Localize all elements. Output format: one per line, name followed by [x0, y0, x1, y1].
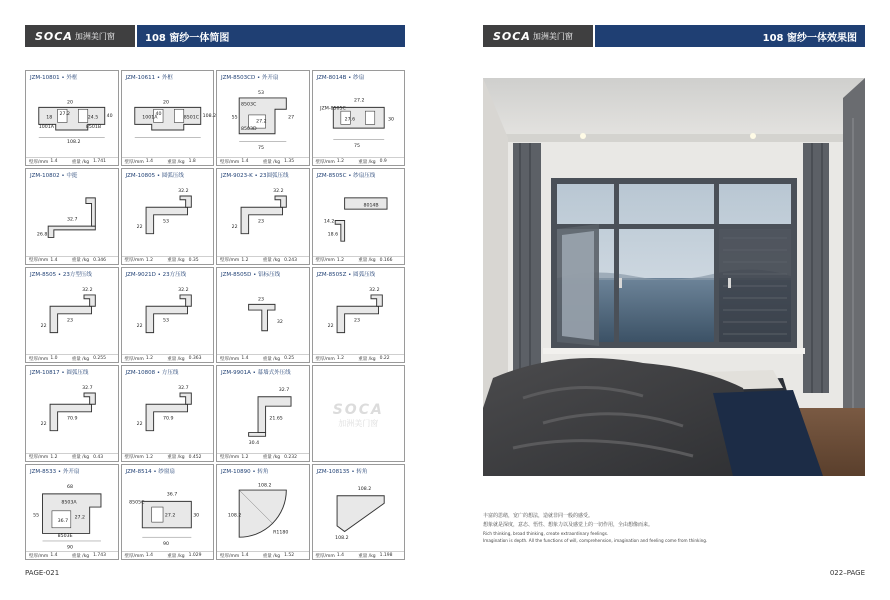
dimension-label: 27.2: [74, 514, 86, 520]
profile-code: JZM-8533 • 外开扇: [30, 468, 80, 475]
profile-code: JZM-8505C • 纱扇压线: [316, 173, 376, 180]
dimension-label: 30: [192, 513, 199, 519]
profile-spec-row: [217, 256, 309, 264]
weight-label: 重量 /kg: [71, 159, 90, 165]
dimension-label: 22: [136, 225, 143, 231]
wall-label: 壁厚/mm: [124, 553, 144, 559]
weight-label: 重量 /kg: [358, 553, 376, 559]
profile-code: JZM-10801 • 外框: [30, 75, 78, 81]
profile-card: [121, 464, 215, 560]
wall-label: 壁厚/mm: [315, 159, 335, 165]
dimension-label: 90: [67, 545, 74, 551]
profile-weight: 0.9: [379, 159, 387, 165]
profile-spec-row: [26, 256, 118, 264]
profile-card: [25, 267, 119, 363]
wall-thickness: 1.2: [336, 356, 345, 362]
photo-caption: [483, 512, 783, 544]
dimension-label: 108.2: [67, 140, 81, 146]
profile-drawing: [28, 81, 116, 156]
dimension-label: 27.2: [353, 98, 365, 104]
profile-weight: 0.22: [379, 356, 390, 362]
weight-label: 重量 /kg: [167, 553, 185, 559]
profile-spec-row: [313, 354, 405, 362]
profile-code: JZM-9901A • 幕墙式外压线: [221, 370, 291, 377]
profile-spec-row: [122, 551, 214, 559]
page-title: 108 窗纱一体效果图: [762, 32, 857, 44]
dimension-label: 30.4: [248, 441, 260, 447]
dimension-label: 36.7: [166, 492, 177, 498]
wall-label: 壁厚/mm: [29, 356, 49, 362]
profile-drawing: [124, 376, 212, 451]
wall-thickness: 1.2: [241, 257, 249, 263]
dimension-label: 18: [46, 115, 53, 121]
weight-label: 重量 /kg: [262, 258, 281, 264]
profile-code: JZM-10805 • 圆弧压线: [125, 173, 184, 180]
profile-section-svg: [315, 179, 403, 254]
dimension-label: 23: [67, 318, 74, 324]
dimension-label: 108.2: [202, 113, 216, 119]
dimension-label: 32.2: [82, 287, 93, 293]
brand-logo: [483, 25, 593, 47]
bedroom-window-photo: [483, 78, 865, 476]
page-title-bar: [137, 25, 405, 47]
weight-label: 重量 /kg: [358, 258, 376, 264]
dimension-label: 27.2: [164, 513, 175, 519]
profile-card: [216, 70, 310, 166]
weight-label: 重量 /kg: [262, 553, 281, 559]
dimension-label: 55: [231, 115, 238, 121]
profile-code: JZM-8505Z • 圆弧压线: [316, 271, 376, 278]
profile-drawing: [315, 475, 403, 550]
wall-label: 壁厚/mm: [124, 159, 144, 165]
profile-weight: 0.243: [284, 257, 298, 263]
wall-thickness: 1.2: [145, 356, 154, 362]
profile-card: [216, 365, 310, 461]
weight-label: 重量 /kg: [167, 356, 185, 362]
wall-label: 壁厚/mm: [29, 553, 49, 559]
weight-label: 重量 /kg: [167, 455, 185, 461]
brand-name: SOCA: [35, 29, 73, 43]
profile-section-svg: [219, 81, 307, 156]
profile-weight: 1.741: [93, 159, 107, 165]
profile-card: [25, 365, 119, 461]
caption-line: Imagination is depth. All the functions of will, comprehension, imagination and feeling come from thinking.: [483, 538, 708, 543]
dimension-label: 22: [136, 323, 143, 329]
weight-label: 重量 /kg: [167, 159, 185, 165]
wall-thickness: 1.2: [241, 454, 249, 460]
caption-line: 想象就是深度，意态、悟性、想象力以及感觉上的一切作用，全由想像而来。: [483, 522, 654, 528]
wall-thickness: 1.4: [336, 553, 345, 558]
dimension-label: R1180: [273, 530, 289, 536]
dimension-label: 20: [162, 100, 169, 106]
dimension-label: 108.2: [357, 486, 371, 492]
profile-section-svg: [219, 376, 307, 451]
profile-code: JZM-10802 • 中挺: [30, 173, 78, 180]
wall-label: 壁厚/mm: [29, 159, 49, 165]
profile-spec-row: [122, 256, 214, 264]
wall-label: 壁厚/mm: [124, 258, 144, 264]
wall-label: 壁厚/mm: [29, 258, 49, 264]
dimension-label: 8014B: [362, 203, 379, 209]
profile-section-svg: [124, 278, 212, 353]
profile-drawing: [219, 179, 307, 254]
profile-code: JZM-8505D • 铝标压线: [221, 271, 281, 278]
profile-section-svg: [219, 475, 307, 550]
dimension-label: 30: [387, 117, 394, 123]
wall-thickness: 1.4: [241, 159, 249, 165]
dimension-label: 68: [67, 484, 74, 490]
page-title: 108 窗纱一体简图: [145, 32, 230, 44]
profile-card: [312, 267, 406, 363]
page-title-bar: [595, 25, 865, 47]
wall-label: 壁厚/mm: [220, 258, 240, 264]
profile-drawing: [124, 179, 212, 254]
dimension-label: 75: [353, 143, 360, 149]
wall-thickness: 1.4: [145, 553, 154, 558]
profile-weight: 0.346: [93, 257, 107, 263]
dimension-label: 90: [162, 541, 169, 547]
profile-spec-row: [122, 157, 214, 165]
profile-drawing: [219, 376, 307, 451]
dimension-label: 21.65: [269, 416, 283, 422]
dimension-label: 36.7: [57, 518, 69, 524]
wall-thickness: 1.4: [241, 356, 249, 362]
wall-label: 壁厚/mm: [124, 455, 144, 461]
profile-code: JZM-9023-K • 23圆弧压线: [221, 173, 289, 180]
wall-thickness: 1.4: [50, 553, 58, 558]
profile-weight: 1.029: [188, 553, 202, 558]
profile-drawing: [315, 81, 403, 156]
profile-weight: 0.43: [93, 454, 104, 460]
weight-label: 重量 /kg: [262, 455, 281, 461]
profile-drawing: [219, 278, 307, 353]
dimension-label: 40: [154, 111, 161, 117]
profile-spec-row: [26, 551, 118, 559]
profile-section-svg: [28, 179, 116, 254]
profile-spec-row: [217, 157, 309, 165]
dimension-label: 18.6: [327, 232, 338, 238]
dimension-label: 27.6: [344, 117, 355, 123]
profile-card: [216, 267, 310, 363]
profile-section-svg: [124, 81, 216, 156]
dimension-label: 53: [162, 318, 169, 324]
dimension-label: 23: [258, 297, 265, 303]
profile-drawing: [124, 81, 216, 156]
dimension-label: JZM-8505C: [319, 106, 346, 112]
profile-spec-row: [217, 354, 309, 362]
brand-name-cn: 加洲美门窗: [532, 31, 573, 41]
wall-label: 壁厚/mm: [315, 553, 335, 559]
dimension-label: 8505C: [128, 499, 144, 505]
profile-card: [121, 365, 215, 461]
profile-drawing: [28, 278, 116, 353]
dimension-label: 32.2: [368, 287, 380, 293]
profile-section-svg: [124, 179, 212, 254]
wall-thickness: 1.2: [145, 257, 154, 263]
dimension-label: 27.2: [256, 119, 267, 125]
dimension-label: 26.8: [36, 232, 48, 238]
weight-label: 重量 /kg: [262, 159, 281, 165]
weight-label: 重量 /kg: [71, 553, 90, 559]
dimension-label: 75: [258, 145, 265, 151]
profile-card: [216, 168, 310, 264]
dimension-label: 70.9: [162, 416, 174, 422]
profile-card: [25, 168, 119, 264]
dimension-label: 32.2: [177, 287, 189, 293]
dimension-label: 32.7: [82, 386, 93, 392]
profile-drawing: [315, 278, 403, 353]
wall-thickness: 1.2: [336, 159, 345, 165]
dimension-label: 32: [276, 320, 283, 326]
profile-weight: 1.8: [188, 159, 196, 165]
profile-code: JZM-10808 • 方压线: [125, 370, 179, 377]
profile-code: JZM-10817 • 圆弧压线: [30, 370, 89, 377]
profile-code: JZM-10890 • 转角: [221, 468, 269, 475]
caption-line: 丰富的思绪，宽广的想法，造就非同一般的感受。: [483, 513, 594, 519]
right-page: [445, 0, 890, 600]
profile-section-svg: [28, 278, 116, 353]
dimension-label: 24.5: [87, 115, 99, 121]
profile-card: [312, 365, 406, 461]
profile-drawing: [219, 81, 307, 156]
profile-card: [312, 464, 406, 560]
dimension-label: 32.7: [278, 388, 290, 394]
weight-label: 重量 /kg: [71, 356, 90, 362]
dimension-label: 22: [231, 225, 238, 231]
dimension-label: 70.9: [67, 416, 78, 422]
profile-weight: 0.25: [284, 356, 295, 362]
watermark-logo: [313, 402, 405, 429]
dimension-label: 22: [327, 323, 334, 329]
wall-thickness: 1.0: [50, 356, 58, 362]
profile-section-svg: [124, 475, 212, 550]
weight-label: 重量 /kg: [358, 356, 376, 362]
profile-code: JZM-8014B • 纱扇: [316, 75, 365, 81]
profile-drawing: [315, 179, 403, 254]
profile-spec-row: [26, 453, 118, 461]
dimension-label: 8503C: [241, 102, 257, 108]
profile-weight: 0.35: [188, 257, 199, 263]
dimension-label: 8503A: [61, 499, 77, 505]
weight-label: 重量 /kg: [71, 258, 90, 264]
dimension-label: 23: [258, 219, 265, 225]
brand-logo: [25, 25, 135, 47]
watermark-brand-cn: 加洲美门窗: [338, 419, 379, 429]
dimension-label: 8503E: [57, 533, 73, 539]
wall-label: 壁厚/mm: [220, 356, 240, 362]
profile-drawing: [124, 475, 212, 550]
profile-card: [216, 464, 310, 560]
profile-section-svg: [28, 81, 116, 156]
wall-thickness: 1.2: [145, 454, 154, 460]
dimension-label: 32.2: [273, 189, 284, 195]
brand-name-cn: 加洲美门窗: [74, 31, 115, 41]
profile-spec-row: [26, 157, 118, 165]
profile-card: [121, 70, 215, 166]
profile-weight: 0.363: [188, 356, 202, 362]
profile-drawing: [28, 376, 116, 451]
profile-weight: 1.743: [93, 553, 107, 558]
wall-label: 壁厚/mm: [29, 455, 49, 461]
dimension-label: 8503D: [241, 127, 257, 133]
profile-drawing: [28, 475, 116, 550]
weight-label: 重量 /kg: [358, 159, 376, 165]
wall-thickness: 1.4: [145, 159, 154, 165]
profile-code: JZM-10611 • 外框: [125, 75, 173, 81]
profile-weight: 1.198: [379, 553, 393, 558]
dimension-label: 32.7: [67, 217, 78, 223]
dimension-label: 55: [33, 513, 40, 519]
dimension-label: 14.2: [323, 219, 334, 225]
profile-spec-row: [217, 551, 309, 559]
profile-section-svg: [219, 278, 307, 353]
profile-weight: 0.166: [379, 257, 393, 263]
bedroom-scene-illustration: [483, 78, 865, 476]
profile-section-svg: [28, 376, 116, 451]
profile-weight: 1.35: [284, 159, 295, 165]
wall-thickness: 1.4: [50, 257, 58, 263]
dimension-label: 8501B: [85, 125, 102, 131]
profile-spec-row: [26, 354, 118, 362]
wall-label: 壁厚/mm: [315, 258, 335, 264]
profile-drawing: [124, 278, 212, 353]
watermark-brand: SOCA: [332, 402, 384, 419]
profile-spec-row: [313, 256, 405, 264]
dimension-label: 108.2: [334, 535, 349, 541]
wall-label: 壁厚/mm: [220, 553, 240, 559]
profile-code: JZM-108135 • 转角: [316, 468, 368, 475]
page-number: 022–PAGE: [829, 569, 865, 577]
profile-section-svg: [28, 475, 116, 550]
profile-card: [312, 168, 406, 264]
dimension-label: 27.2: [59, 111, 70, 117]
profile-code: JZM-9021D • 23方压线: [125, 271, 187, 278]
dimension-label: 22: [40, 323, 47, 329]
weight-label: 重量 /kg: [262, 356, 281, 362]
profile-section-svg: [315, 475, 403, 550]
dimension-label: 1001A: [141, 115, 157, 121]
dimension-label: 108.2: [258, 482, 272, 488]
profile-spec-row: [313, 551, 405, 559]
profile-spec-row: [122, 354, 214, 362]
profile-drawing: [219, 475, 307, 550]
dimension-label: 1001A: [38, 125, 54, 131]
wall-label: 壁厚/mm: [220, 159, 240, 165]
dimension-label: 20: [67, 100, 74, 106]
profile-spec-row: [217, 453, 309, 461]
profile-card: [312, 70, 406, 166]
wall-label: 壁厚/mm: [315, 356, 335, 362]
dimension-label: 23: [353, 318, 360, 324]
wall-thickness: 1.4: [241, 553, 249, 558]
profile-grid: [25, 70, 405, 560]
brand-name: SOCA: [493, 29, 531, 43]
wall-label: 壁厚/mm: [220, 455, 240, 461]
page-number: PAGE-021: [25, 569, 60, 577]
dimension-label: 32.2: [177, 189, 189, 195]
profile-section-svg: [315, 81, 403, 156]
weight-label: 重量 /kg: [71, 455, 90, 461]
profile-weight: 1.52: [284, 553, 295, 558]
dimension-label: 27: [288, 115, 295, 121]
dimension-label: 32.7: [177, 386, 189, 392]
profile-section-svg: [315, 278, 403, 353]
profile-code: JZM-8505 • 23方型压线: [30, 271, 92, 278]
profile-code: JZM-8514 • 纱窗扇: [125, 468, 175, 475]
dimension-label: 22: [40, 422, 47, 428]
profile-card: [25, 464, 119, 560]
profile-drawing: [28, 179, 116, 254]
dimension-label: 40: [106, 113, 113, 119]
profile-card: [25, 70, 119, 166]
profile-section-svg: [124, 376, 212, 451]
profile-card: [121, 168, 215, 264]
dimension-label: 8501C: [183, 115, 199, 121]
profile-weight: 0.452: [188, 454, 202, 460]
wall-thickness: 1.2: [50, 454, 58, 460]
dimension-label: 22: [136, 422, 143, 428]
wall-thickness: 1.2: [336, 257, 345, 263]
profile-code: JZM-8503CD • 外开扇: [221, 75, 279, 81]
profile-spec-row: [122, 453, 214, 461]
caption-line: Rich thinking, broad thinking, create extraordinary feelings.: [483, 531, 609, 536]
dimension-label: 53: [258, 91, 265, 97]
weight-label: 重量 /kg: [167, 258, 185, 264]
dimension-label: 108.2: [227, 513, 242, 519]
profile-section-svg: [219, 179, 307, 254]
profile-spec-row: [313, 157, 405, 165]
wall-label: 壁厚/mm: [124, 356, 144, 362]
profile-weight: 0.255: [93, 356, 107, 362]
dimension-label: 53: [162, 219, 169, 225]
wall-thickness: 1.4: [50, 159, 58, 165]
profile-weight: 0.232: [284, 454, 298, 460]
profile-card: [121, 267, 215, 363]
